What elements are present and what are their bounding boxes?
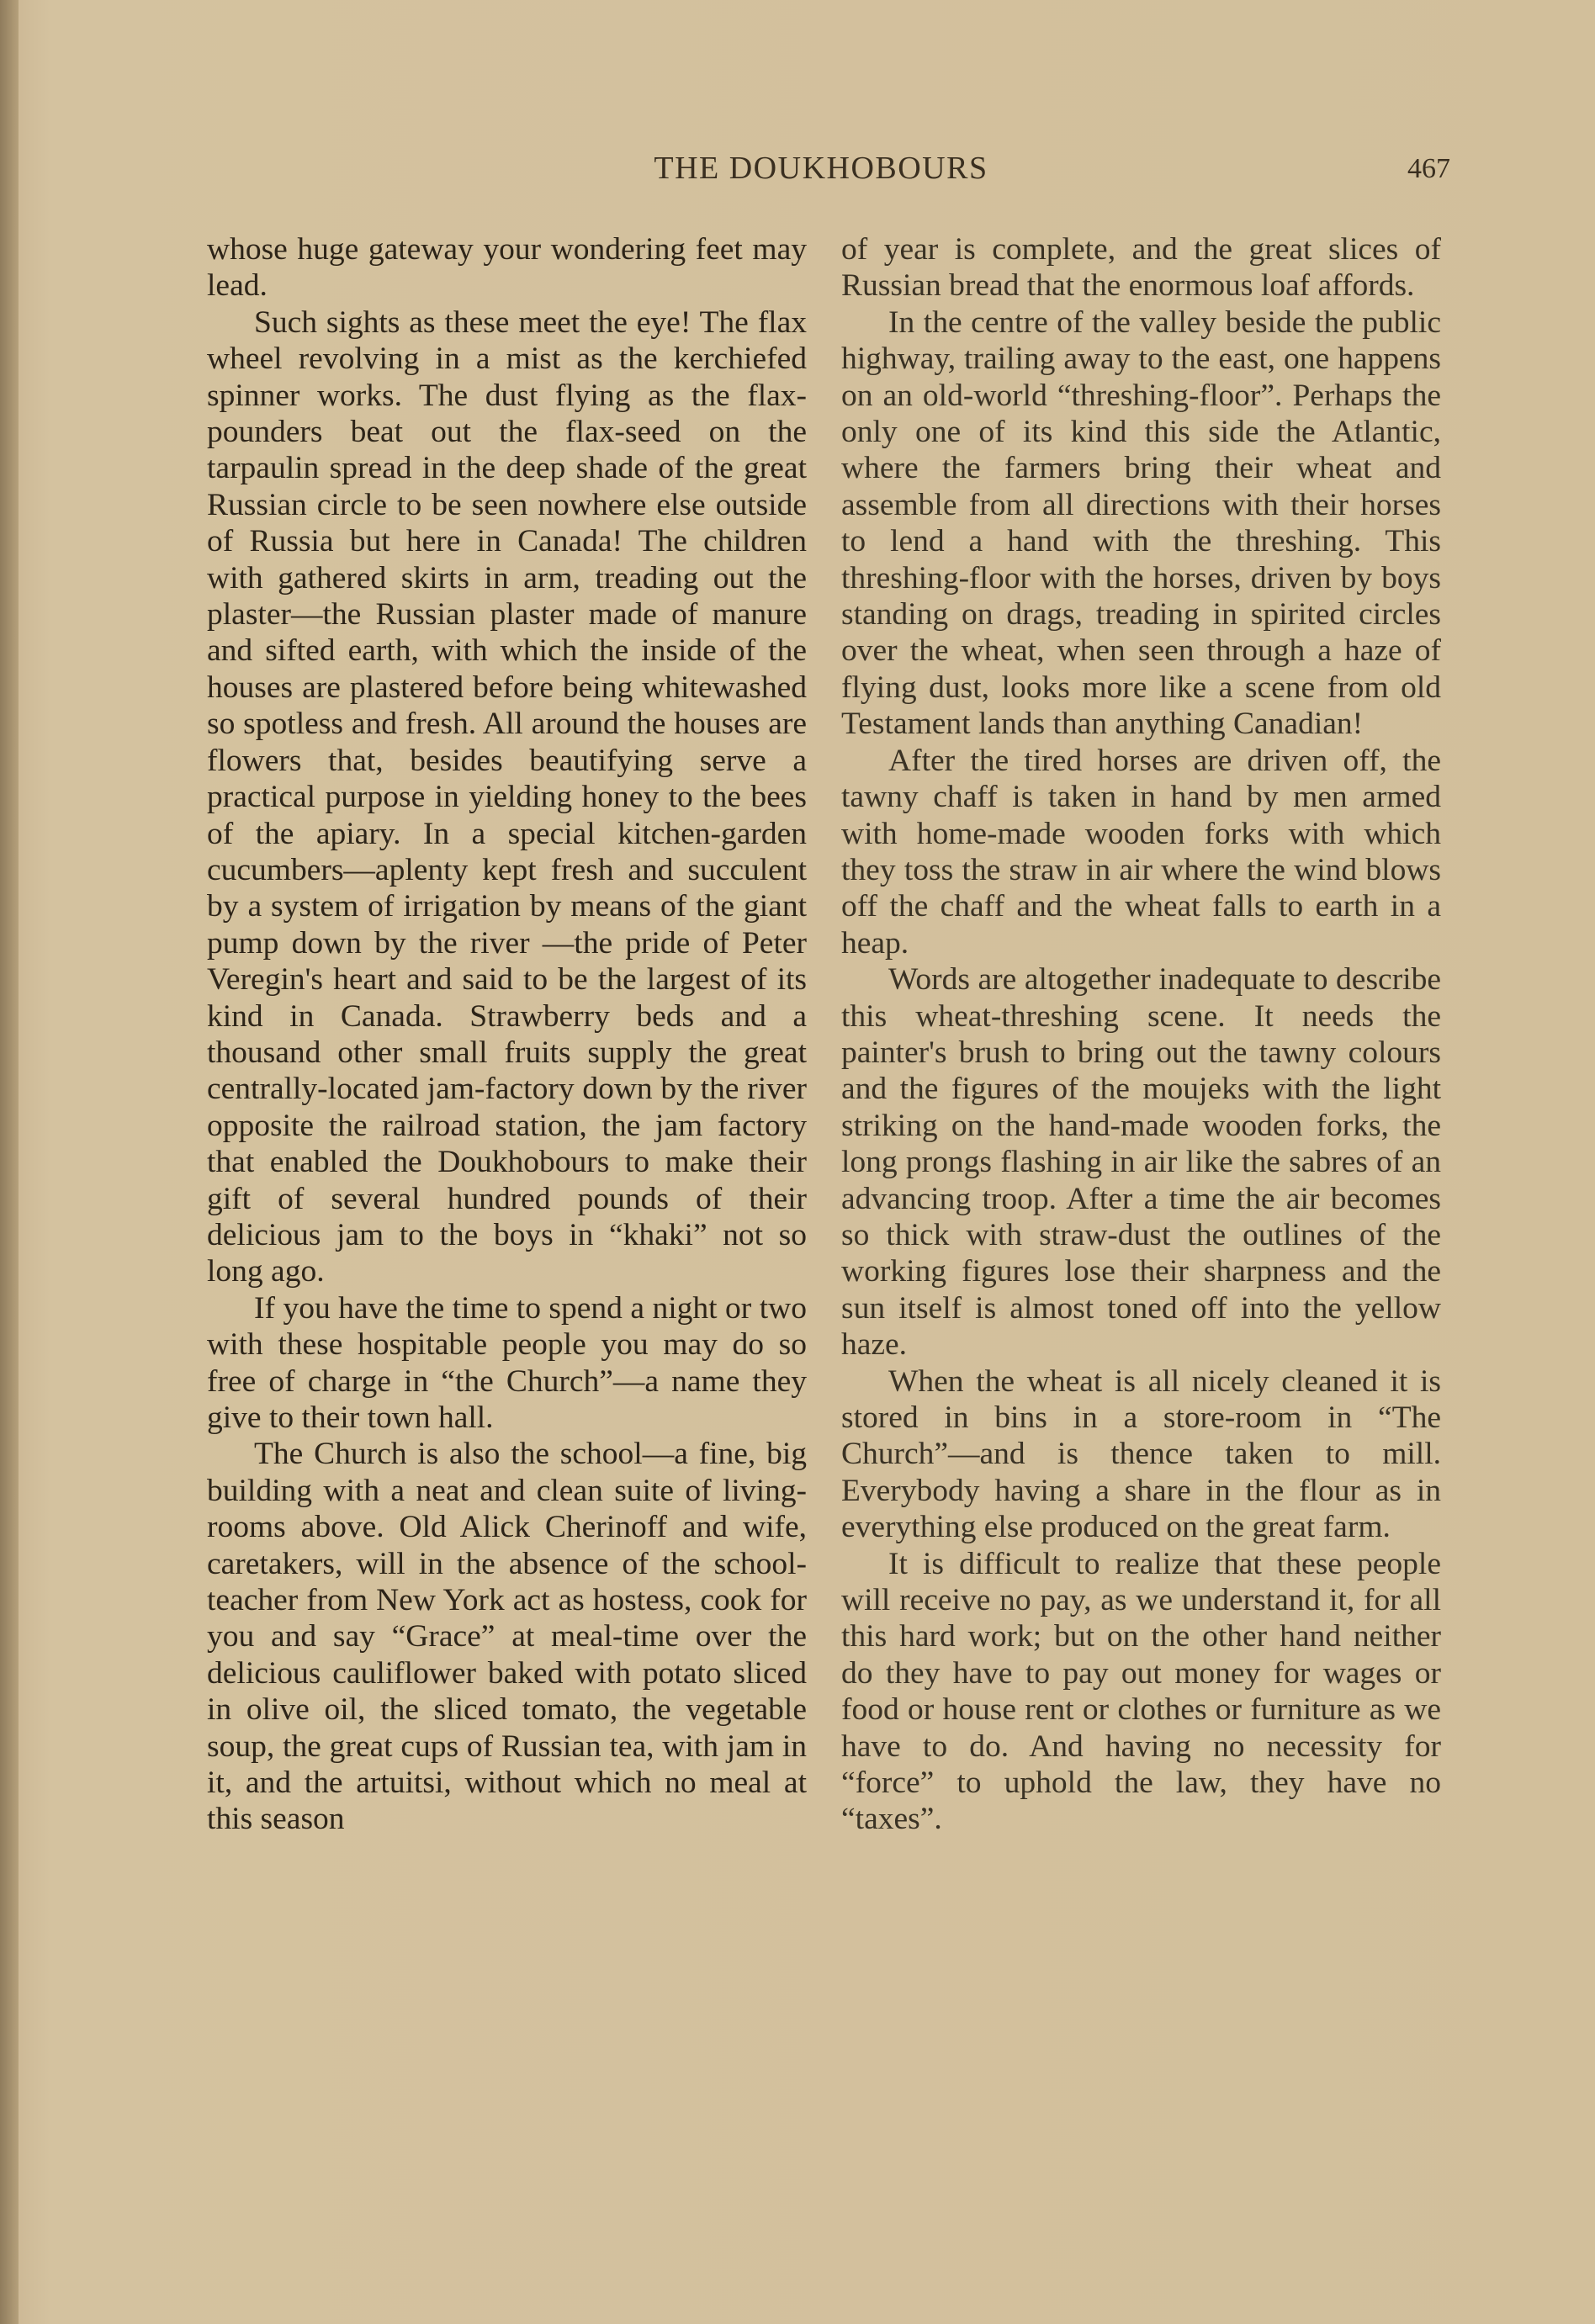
paragraph: whose huge gateway your wondering feet may lead. (207, 232, 807, 304)
paragraph: Such sights as these meet the eye! The flax wheel revolving in a mist as the kerchiefed spinner works. The dust flying as the flax-pounders beat out the flax-seed on the tarpaulin spread in the deep shade of the great Russian circle to be seen nowhere else outside of Russia but here in Canada! The children with gathered skirts in arm, treading out the plaster—the Russian plaster made of manure and sifted earth, with which the inside of the houses are plastered before being whitewashed so spotless and fresh. All around the houses are flowers that, besides beautifying serve a practical purpose in yielding honey to the bees of the apiary. In a special kitchen-garden cucumbers—aplenty kept fresh and succulent by a system of irrigation by means of the giant pump down by the river —the pride of Peter Veregin's heart and said to be the largest of its kind in Canada. Strawberry beds and a thousand other small fruits supply the great centrally-located jam-factory down by the river opposite the railroad station, the jam factory that enabled the Doukhobours to make their gift of several hundred pounds of their delicious jam to the boys in “khaki” not so long ago. (207, 304, 807, 1289)
paragraph: It is difficult to realize that these people will receive no pay, as we understand it, for all this hard work; but on the other hand neither do they have to pay out money for wages or food or house rent or clothes or furniture as we have to do. And having no necessity for “force” to uphold the law, they have no “taxes”. (841, 1546, 1441, 1837)
right-column (841, 231, 1441, 1838)
page-spine-edge (0, 0, 19, 2324)
paragraph: of year is complete, and the great slices of Russian bread that the enormous loaf affords. (841, 232, 1441, 304)
page-header (207, 150, 1450, 200)
paragraph: After the tired horses are driven off, the tawny chaff is taken in hand by men armed with home-made wooden forks with which they toss the straw in air where the wind blows off the chaff and the wheat falls to earth in a heap. (841, 743, 1441, 961)
paragraph: If you have the time to spend a night or two with these hospitable people you may do so free of charge in “the Church”—a name they give to their town hall. (207, 1290, 807, 1435)
left-column (207, 231, 807, 1838)
paragraph: The Church is also the school—a fine, big building with a neat and clean suite of living-rooms above. Old Alick Cherinoff and wife, caretakers, will in the absence of the school-teacher from New York act as hostess, cook for you and say “Grace” at meal-time over the delicious cauliflower baked with potato sliced in olive oil, the sliced tomato, the vegetable soup, the great cups of Russian tea, with jam in it, and the artuitsi, without which no meal at this season (207, 1437, 807, 1837)
page-number: 467 (1407, 153, 1450, 184)
running-title: THE DOUKHOBOURS (654, 151, 988, 186)
paragraph: Words are altogether inadequate to describe this wheat-threshing scene. It needs the painter's brush to bring out the tawny colours and the figures of the moujeks with the light striking on the hand-made wooden forks, the long prongs flashing in air like the sabres of an advancing troop. After a time the air becomes so thick with straw-dust the outlines of the working figures lose their sharpness and the sun itself is almost toned off into the yellow haze. (841, 962, 1441, 1363)
paragraph: In the centre of the valley beside the public highway, trailing away to the east, one happens on an old-world “threshing-floor”. Perhaps the only one of its kind this side the Atlantic, where the farmers bring their wheat and assemble from all directions with their horses to lend a hand with the threshing. This threshing-floor with the horses, driven by boys standing on drags, treading in spirited circles over the wheat, when seen through a haze of flying dust, looks more like a scene from old Testament lands than anything Canadian! (841, 304, 1441, 742)
paragraph: When the wheat is all nicely cleaned it is stored in bins in a store-room in “The Church”—and is thence taken to mill. Everybody having a share in the flour as in everything else produced on the great farm. (841, 1363, 1441, 1545)
